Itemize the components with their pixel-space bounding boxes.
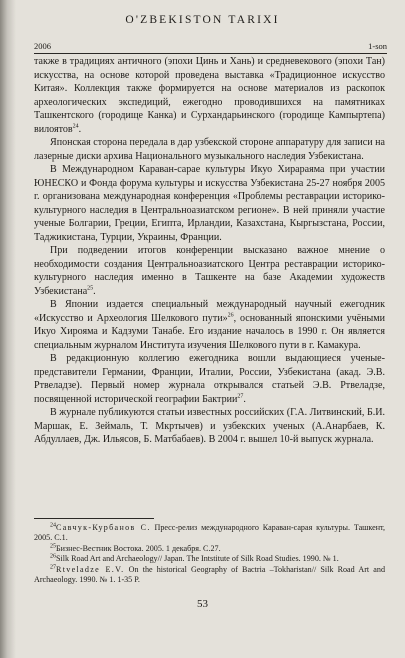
binding-shadow xyxy=(0,0,16,658)
paragraph xyxy=(34,352,385,406)
footnote-author: Rtveladze E.V. xyxy=(56,564,125,574)
paragraph-text: также в традициях античного (эпохи Цинь и Хань) и средневекового (эпохи Тан) искусства, на основе которой проведена выставка «Традиционное искусство Китая». Коллекция также формируется на основе материалов из раскопок археологических экспедиций, ежегодно проводившихся на памятниках Ташкентского (городище Канка) и Сурхандарьинского (городище Кампыртепа) вилоятов xyxy=(34,56,385,135)
journal-title: O'ZBEKISTON TARIXI xyxy=(125,14,280,26)
footnote-reference: 25 xyxy=(87,285,94,292)
paragraph xyxy=(34,163,385,244)
paragraph-text: . xyxy=(93,285,96,297)
footnote-number: 26 xyxy=(50,553,56,560)
footnote-number: 25 xyxy=(50,543,56,550)
paragraph-text: В Международном Караван-сарае культуры Икуо Хирараяма при участии ЮНЕСКО и Фонда форума культуры и искусства Узбекистана 25-27 ноября 2005 г. организована международная конференция «Проблемы реставрации историко-культурного наследия в Центральноазиатском регионе». В ней приняли участие ученые Болгарии, Греции, Египта, Ирландии, Казахстана, Кыргызстана, России, Таджикистана, Турции, Украины, Франции. xyxy=(34,164,385,243)
footnote-author: Савчук-Курбанов С. xyxy=(56,523,151,532)
paragraph-text: . xyxy=(78,123,82,135)
footnote-reference: 26 xyxy=(227,312,234,319)
footnote-reference: 24 xyxy=(72,123,79,130)
footnote-item xyxy=(34,565,385,586)
footnote-text: On the historical Geography of Bactria –Tokharistan// Silk Road Art and Archaeology. 1990. № 1. 1-35 P. xyxy=(34,564,385,585)
issue-year: 2006 xyxy=(34,41,51,51)
footnote-text: Пресс-релиз международного Караван-сарая культуры. Ташкент, 2005. С.1. xyxy=(34,523,385,543)
issue-number: 1-son xyxy=(368,41,387,51)
footnote-item xyxy=(34,523,385,544)
footnote-text: Бизнес-Вестник Востока. 2005. 1 декабря. С.27. xyxy=(56,543,221,553)
paragraph xyxy=(34,55,385,136)
paragraph-text: В журнале публикуются статьи известных российских (Г.А. Литвинский, Б.И. Маршак, Е. Зеймаль, Т. Мкртычев) и узбекских ученых (А.Анарбаев, К. Абдуллаев, Дж. Ильясов, Б. Матбабаев). В 2004 г. вышел 10-й выпуск журнала. xyxy=(34,407,385,445)
paragraph-text: В Японии издается специальный международный научный ежегодник «Искусство и Археология Шелкового пути» xyxy=(34,299,385,324)
footnote-item xyxy=(34,554,385,564)
footnote-text: Silk Road Art and Archaeology// Japan. The Intstitute of Silk Road Studies. 1990. № 1. xyxy=(56,554,339,564)
paragraph xyxy=(34,136,385,163)
footnote-item xyxy=(34,544,385,554)
paragraph xyxy=(34,406,385,447)
footnote-number: 27 xyxy=(50,563,56,570)
article-body xyxy=(34,55,385,447)
footnotes xyxy=(34,523,385,585)
paragraph xyxy=(34,244,385,298)
footnote-number: 24 xyxy=(50,522,56,529)
header-rule xyxy=(34,53,387,54)
paragraph-text: При подведении итогов конференции высказано важное мнение о необходимости создания Центральноазиатского Центра реставрации историко-культурного наследия именно в Ташкенте на базе Академии художеств Узбекистана xyxy=(34,245,385,297)
footnote-separator xyxy=(34,518,154,519)
paragraph-text: . xyxy=(243,393,246,405)
paragraph-text: В редакционную коллегию ежегодника вошли выдающиеся ученые-представители Германии, Франции, Италии, России, Узбекистана (акад. Э.В. Ртвеладзе). Первый номер журнала открывался статьей Э.В. Ртвеладзе, посвященной исторической географии Бактрии xyxy=(34,353,385,405)
page-number: 53 xyxy=(197,598,208,610)
paragraph-text: Японская сторона передала в дар узбекской стороне аппаратуру для записи на лазерные диски архива Национального музыкального наследия Узбекистана. xyxy=(34,137,385,162)
paragraph-text: , основанный японскими учёными Икуо Хирояма и Кадзуми Танабе. Его издание началось в 1990 г. Он является специальным журналом Института изучения Шелкового пути в г. Камакура. xyxy=(34,312,385,351)
paragraph xyxy=(34,298,385,352)
footnote-reference: 27 xyxy=(237,393,244,400)
